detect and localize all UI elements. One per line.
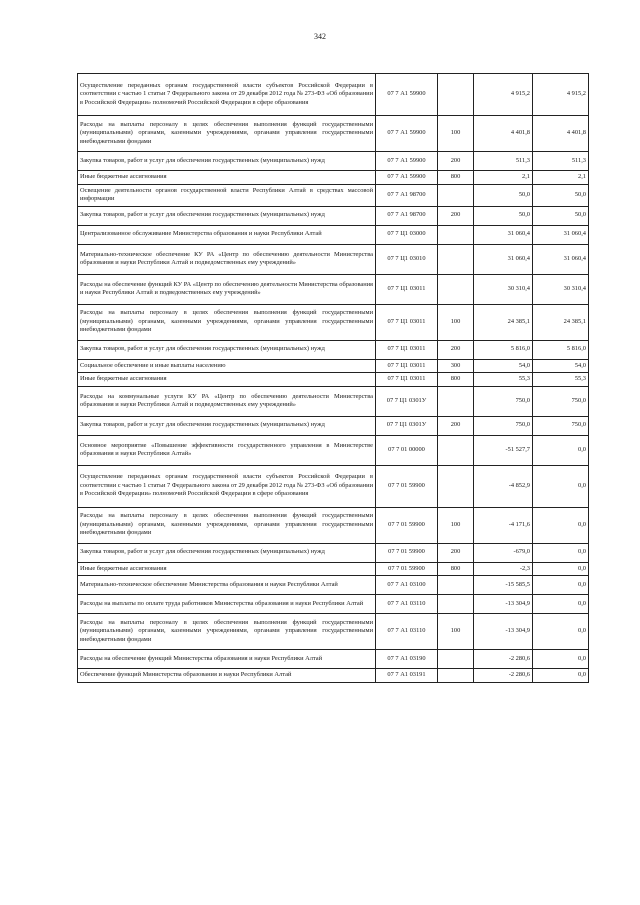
table-row [78,386,589,416]
row-amount-alt-cell: 0,0 [533,543,589,562]
row-name-cell: Расходы на выплаты персоналу в целях обеспечения выполнения функций государственными (муниципальными) органами, казенными учреждениями, органами управления государственными внебюджетными фондами [78,304,376,340]
row-amount-alt-cell: 54,0 [533,359,589,373]
row-name-cell: Иные бюджетные ассигнования [78,373,376,387]
row-name-cell: Закупка товаров, работ и услуг для обеспечения государственных (муниципальных) нужд [78,416,376,435]
row-name-cell: Социальное обеспечение и иные выплаты населению [78,359,376,373]
row-code-cell: 07 7 01 59900 [376,543,438,562]
row-code-cell: 07 7 А1 98700 [376,184,438,206]
row-expense-type-cell: 800 [438,562,474,576]
row-code-cell: 07 7 А1 59900 [376,171,438,185]
row-amount-cell: 31 060,4 [474,225,533,244]
row-name-cell: Закупка товаров, работ и услуг для обеспечения государственных (муниципальных) нужд [78,152,376,171]
row-amount-alt-cell: 0,0 [533,507,589,543]
row-code-cell: 07 7 Ц1 03011 [376,274,438,304]
row-amount-alt-cell: 4 915,2 [533,74,589,116]
row-name-cell: Расходы на выплаты по оплате труда работников Министерства образования и науки Республики Алтай [78,595,376,614]
budget-table [77,73,589,683]
row-name-cell: Осуществление переданных органам государственной власти субъектов Российской Федерации в соответствии с частью 1 статьи 7 Федерального закона от 29 декабря 2012 года № 273-ФЗ «Об образовании в Российской Федерации» полномочий Российской Федерации в сфере образования [78,465,376,507]
row-amount-alt-cell: 31 060,4 [533,225,589,244]
row-expense-type-cell [438,184,474,206]
budget-table-body [78,74,589,683]
row-amount-cell: 50,0 [474,184,533,206]
row-code-cell: 07 7 А1 03110 [376,595,438,614]
table-row [78,507,589,543]
row-name-cell: Осуществление переданных органам государственной власти субъектов Российской Федерации в соответствии с частью 1 статьи 7 Федерального закона от 29 декабря 2012 года № 273-ФЗ «Об образовании в Российской Федерации» полномочий Российской Федерации в сфере образования [78,74,376,116]
row-amount-cell: -13 304,9 [474,614,533,650]
row-amount-alt-cell: 750,0 [533,416,589,435]
row-amount-cell: -51 527,7 [474,435,533,465]
table-row [78,244,589,274]
row-expense-type-cell [438,225,474,244]
row-expense-type-cell: 100 [438,116,474,152]
row-name-cell: Материально-техническое обеспечение КУ РА «Центр по обеспечению деятельности Министерства образования и науки Республики Алтай и подведомственных ему учреждений» [78,244,376,274]
row-expense-type-cell: 200 [438,152,474,171]
table-row [78,225,589,244]
row-expense-type-cell [438,244,474,274]
row-expense-type-cell [438,386,474,416]
row-name-cell: Основное мероприятие «Повышение эффективности государственного управления в Министерстве образования и науки Республики Алтай» [78,435,376,465]
row-name-cell: Материально-техническое обеспечение Министерства образования и науки Республики Алтай [78,576,376,595]
row-expense-type-cell: 800 [438,373,474,387]
table-row [78,435,589,465]
row-expense-type-cell [438,595,474,614]
row-name-cell: Иные бюджетные ассигнования [78,562,376,576]
row-amount-cell: 4 915,2 [474,74,533,116]
table-row [78,206,589,225]
row-name-cell: Расходы на выплаты персоналу в целях обеспечения выполнения функций государственными (муниципальными) органами, казенными учреждениями, органами управления государственными внебюджетными фондами [78,116,376,152]
row-amount-alt-cell: 50,0 [533,206,589,225]
row-amount-alt-cell: 0,0 [533,650,589,669]
table-row [78,184,589,206]
row-name-cell: Иные бюджетные ассигнования [78,171,376,185]
row-amount-alt-cell: 0,0 [533,576,589,595]
row-amount-alt-cell: 0,0 [533,435,589,465]
table-row [78,340,589,359]
row-code-cell: 07 7 Ц1 03010 [376,244,438,274]
row-amount-alt-cell: 0,0 [533,562,589,576]
row-amount-alt-cell: 511,3 [533,152,589,171]
row-expense-type-cell [438,274,474,304]
row-expense-type-cell: 100 [438,304,474,340]
table-row [78,562,589,576]
table-row [78,416,589,435]
table-row [78,274,589,304]
row-amount-cell: 2,1 [474,171,533,185]
page-number: 342 [314,32,326,41]
row-code-cell: 07 7 Ц1 03011 [376,359,438,373]
row-amount-alt-cell: 24 385,1 [533,304,589,340]
row-amount-cell: 24 385,1 [474,304,533,340]
row-amount-alt-cell: 5 816,0 [533,340,589,359]
row-code-cell: 07 7 А1 59900 [376,74,438,116]
row-code-cell: 07 7 01 00000 [376,435,438,465]
row-amount-cell: 54,0 [474,359,533,373]
row-code-cell: 07 7 Ц1 03000 [376,225,438,244]
row-amount-cell: 55,3 [474,373,533,387]
row-amount-cell: 5 816,0 [474,340,533,359]
row-amount-cell: 50,0 [474,206,533,225]
row-amount-alt-cell: 50,0 [533,184,589,206]
table-row [78,465,589,507]
row-code-cell: 07 7 Ц1 0301У [376,416,438,435]
row-amount-alt-cell: 4 401,8 [533,116,589,152]
row-amount-cell: -679,0 [474,543,533,562]
row-name-cell: Закупка товаров, работ и услуг для обеспечения государственных (муниципальных) нужд [78,543,376,562]
row-code-cell: 07 7 Ц1 03011 [376,340,438,359]
row-name-cell: Расходы на обеспечение функций Министерства образования и науки Республики Алтай [78,650,376,669]
row-amount-cell: -4 852,9 [474,465,533,507]
row-code-cell: 07 7 А1 03110 [376,614,438,650]
row-amount-cell: 31 060,4 [474,244,533,274]
row-amount-alt-cell: 0,0 [533,465,589,507]
table-row [78,116,589,152]
row-code-cell: 07 7 Ц1 03011 [376,304,438,340]
row-expense-type-cell: 100 [438,614,474,650]
row-amount-cell: 750,0 [474,386,533,416]
table-row [78,359,589,373]
row-expense-type-cell [438,576,474,595]
row-amount-cell: 30 310,4 [474,274,533,304]
row-expense-type-cell: 100 [438,507,474,543]
row-expense-type-cell [438,650,474,669]
row-amount-alt-cell: 55,3 [533,373,589,387]
row-code-cell: 07 7 Ц1 0301У [376,386,438,416]
row-expense-type-cell: 200 [438,206,474,225]
row-code-cell: 07 7 А1 59900 [376,152,438,171]
row-code-cell: 07 7 01 59900 [376,507,438,543]
row-amount-cell: 511,3 [474,152,533,171]
row-name-cell: Освещение деятельности органов государственной власти Республики Алтай в средствах массовой информации [78,184,376,206]
row-amount-alt-cell: 750,0 [533,386,589,416]
row-amount-cell: 4 401,8 [474,116,533,152]
row-code-cell: 07 7 01 59900 [376,562,438,576]
row-expense-type-cell [438,435,474,465]
table-row [78,614,589,650]
row-expense-type-cell: 200 [438,340,474,359]
row-expense-type-cell: 800 [438,171,474,185]
table-row [78,152,589,171]
row-amount-alt-cell: 0,0 [533,669,589,683]
row-code-cell: 07 7 А1 98700 [376,206,438,225]
row-expense-type-cell: 200 [438,416,474,435]
row-amount-alt-cell: 30 310,4 [533,274,589,304]
row-code-cell: 07 7 А1 03191 [376,669,438,683]
row-expense-type-cell [438,74,474,116]
row-expense-type-cell [438,465,474,507]
row-amount-cell: -13 304,9 [474,595,533,614]
row-code-cell: 07 7 А1 03100 [376,576,438,595]
row-code-cell: 07 7 А1 03190 [376,650,438,669]
row-name-cell: Расходы на выплаты персоналу в целях обеспечения выполнения функций государственными (муниципальными) органами, казенными учреждениями, органами управления государственными внебюджетными фондами [78,614,376,650]
table-row [78,576,589,595]
row-name-cell: Расходы на выплаты персоналу в целях обеспечения выполнения функций государственными (муниципальными) органами, казенными учреждениями, органами управления государственными внебюджетными фондами [78,507,376,543]
table-row [78,304,589,340]
row-amount-cell: -2 280,6 [474,669,533,683]
row-expense-type-cell: 200 [438,543,474,562]
table-row [78,595,589,614]
row-name-cell: Обеспечение функций Министерства образования и науки Республики Алтай [78,669,376,683]
row-name-cell: Централизованное обслуживание Министерства образования и науки Республики Алтай [78,225,376,244]
row-expense-type-cell [438,669,474,683]
row-name-cell: Расходы на обеспечение функций КУ РА «Центр по обеспечению деятельности Министерства образования и науки Республики Алтай и подведомственных ему учреждений» [78,274,376,304]
row-amount-cell: -15 585,5 [474,576,533,595]
row-code-cell: 07 7 Ц1 03011 [376,373,438,387]
row-amount-cell: -2 280,6 [474,650,533,669]
row-amount-alt-cell: 31 060,4 [533,244,589,274]
table-row [78,543,589,562]
row-code-cell: 07 7 01 59900 [376,465,438,507]
table-row [78,373,589,387]
row-name-cell: Закупка товаров, работ и услуг для обеспечения государственных (муниципальных) нужд [78,340,376,359]
row-name-cell: Закупка товаров, работ и услуг для обеспечения государственных (муниципальных) нужд [78,206,376,225]
row-amount-alt-cell: 0,0 [533,614,589,650]
table-row [78,74,589,116]
row-amount-cell: -2,3 [474,562,533,576]
row-amount-alt-cell: 0,0 [533,595,589,614]
row-amount-cell: -4 171,6 [474,507,533,543]
table-row [78,669,589,683]
row-amount-cell: 750,0 [474,416,533,435]
row-expense-type-cell: 300 [438,359,474,373]
table-row [78,171,589,185]
row-name-cell: Расходы на коммунальные услуги КУ РА «Центр по обеспечению деятельности Министерства образования и науки Республики Алтай и подведомственных ему учреждений» [78,386,376,416]
row-amount-alt-cell: 2,1 [533,171,589,185]
table-row [78,650,589,669]
row-code-cell: 07 7 А1 59900 [376,116,438,152]
